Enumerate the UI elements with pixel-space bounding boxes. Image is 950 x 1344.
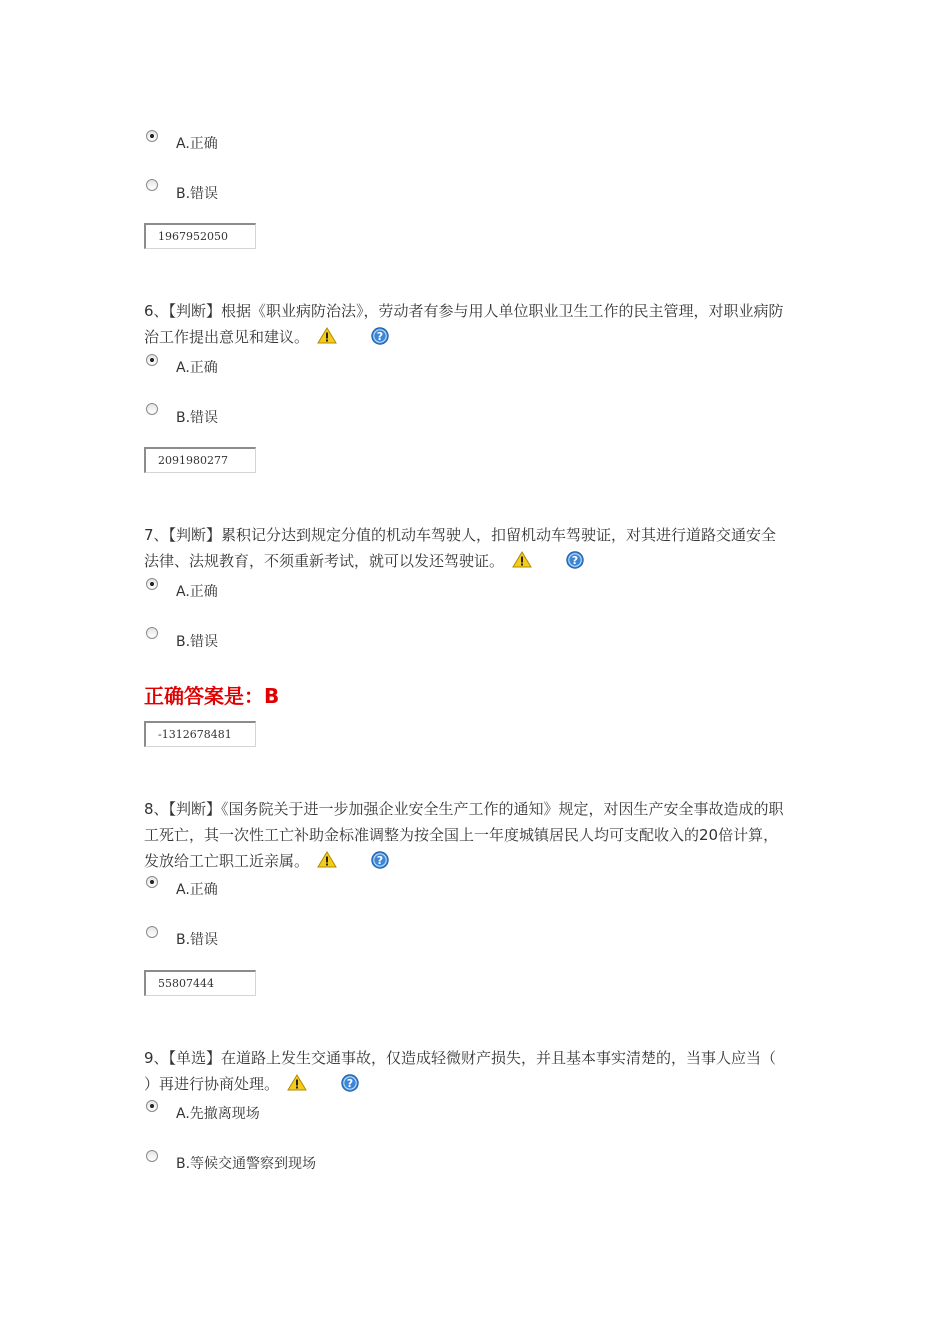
q7-option-b-radio[interactable] (146, 627, 158, 639)
help-icon[interactable] (566, 551, 584, 569)
q5-code-field[interactable]: 1967952050 (144, 223, 256, 249)
q8-question (144, 796, 784, 874)
q6-option-b-radio[interactable] (146, 403, 158, 415)
q7-question-text: 7、【判断】累积记分达到规定分值的机动车驾驶人，扣留机动车驾驶证，对其进行道路交通安全法律、法规教育，不须重新考试，就可以发还驾驶证。 (144, 526, 777, 570)
q9-question (144, 1045, 784, 1097)
q8-question-text: 8、【判断】《国务院关于进一步加强企业安全生产工作的通知》规定，对因生产安全事故造成的职工死亡，其一次性工亡补助金标准调整为按全国上一年度城镇居民人均可支配收入的20倍计算，发放给工亡职工近亲属。 (144, 800, 784, 870)
q5-option-b-radio[interactable] (146, 179, 158, 191)
help-icon[interactable] (371, 327, 389, 345)
q5-option-a-radio[interactable] (146, 130, 158, 142)
q7-correct-answer: 正确答案是：B (144, 684, 280, 708)
q6-question-text: 6、【判断】根据《职业病防治法》，劳动者有参与用人单位职业卫生工作的民主管理，对职业病防治工作提出意见和建议。 (144, 302, 784, 346)
help-icon[interactable] (371, 851, 389, 869)
help-icon[interactable] (341, 1074, 359, 1092)
q8-option-a-label: A.正确 (176, 882, 218, 898)
q6-option-b-label: B.错误 (176, 410, 219, 426)
warning-icon[interactable] (317, 327, 337, 344)
q6-option-a-radio[interactable] (146, 354, 158, 366)
q7-question (144, 522, 784, 574)
q9-option-b-radio[interactable] (146, 1150, 158, 1162)
q8-option-b-label: B.错误 (176, 932, 219, 948)
q9-option-b-label: B.等候交通警察到现场 (176, 1156, 317, 1172)
q6-option-a-label: A.正确 (176, 360, 218, 376)
q6-question (144, 298, 784, 350)
q8-option-a-radio[interactable] (146, 876, 158, 888)
warning-icon[interactable] (512, 551, 532, 568)
q7-option-a-radio[interactable] (146, 578, 158, 590)
q9-option-a-label: A.先撤离现场 (176, 1106, 260, 1122)
q8-option-b-radio[interactable] (146, 926, 158, 938)
q8-code-field[interactable]: 55807444 (144, 970, 256, 996)
q6-code-field[interactable]: 2091980277 (144, 447, 256, 473)
q5-option-b-label: B.错误 (176, 186, 219, 202)
q7-option-b-label: B.错误 (176, 634, 219, 650)
q7-option-a-label: A.正确 (176, 584, 218, 600)
warning-icon[interactable] (287, 1074, 307, 1091)
q7-code-field[interactable]: -1312678481 (144, 721, 256, 747)
warning-icon[interactable] (317, 851, 337, 868)
q9-option-a-radio[interactable] (146, 1100, 158, 1112)
q9-question-text: 9、【单选】在道路上发生交通事故，仅造成轻微财产损失，并且基本事实清楚的，当事人应当（ ）再进行协商处理。 (144, 1049, 777, 1093)
q5-option-a-label: A.正确 (176, 136, 218, 152)
